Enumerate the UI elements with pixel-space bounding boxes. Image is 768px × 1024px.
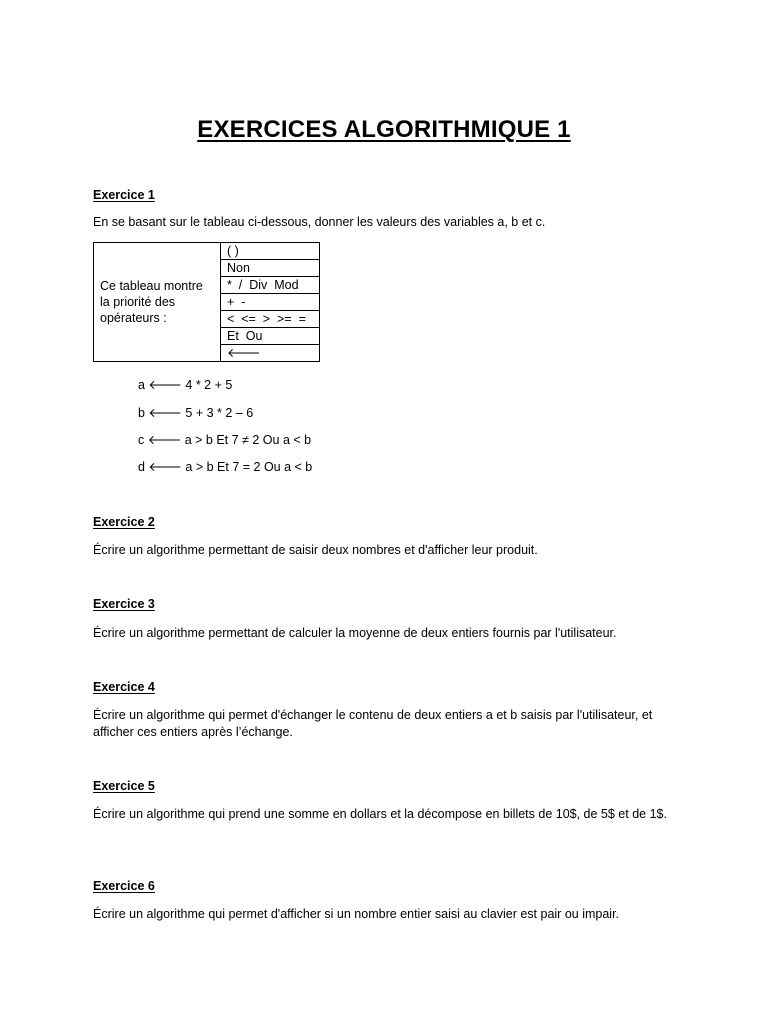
- operator-row: * / Div Mod: [221, 277, 320, 294]
- table-description: [94, 243, 221, 362]
- exercice-3-heading: Exercice 3: [93, 597, 155, 611]
- operator-row: Et Ou: [221, 328, 320, 345]
- expression-c: c 🡐 a > b Et 7 ≠ 2 Ou a < b: [138, 433, 312, 447]
- exercice-2-text: Écrire un algorithme permettant de saisir deux nombres et d'afficher leur produit.: [93, 543, 538, 557]
- expression-d: d 🡐 a > b Et 7 = 2 Ou a < b: [138, 460, 313, 474]
- table-description-line: Ce tableau montre: [100, 279, 203, 293]
- operator-priority-table: [93, 242, 320, 362]
- exercice-2-heading: Exercice 2: [93, 515, 155, 529]
- operator-row: Non: [221, 260, 320, 277]
- operator-row: 🡐: [221, 345, 320, 362]
- table-description-line: la priorité des: [100, 295, 176, 309]
- exercice-5-text: Écrire un algorithme qui prend une somme en dollars et la décompose en billets de 10$, de 5$ et de 1$.: [93, 807, 667, 821]
- exercice-4-text: Écrire un algorithme qui permet d'échanger le contenu de deux entiers a et b saisis par l'utilisateur, et afficher ces entiers après l’échange.: [93, 708, 653, 739]
- exercice-6-heading: Exercice 6: [93, 879, 155, 893]
- expression-b: b 🡐 5 + 3 * 2 – 6: [138, 406, 254, 420]
- operator-row: + -: [221, 294, 320, 311]
- table-description-line: opérateurs :: [100, 311, 167, 325]
- expression-a: a 🡐 4 * 2 + 5: [138, 378, 233, 392]
- operator-row: ( ): [221, 243, 320, 260]
- document-title: EXERCICES ALGORITHMIQUE 1: [197, 116, 571, 143]
- exercice-3-text: Écrire un algorithme permettant de calculer la moyenne de deux entiers fournis par l'utilisateur.: [93, 626, 617, 640]
- exercice-4-heading: Exercice 4: [93, 680, 155, 694]
- operator-row: < <= > >= =: [221, 311, 320, 328]
- exercice-5-heading: Exercice 5: [93, 779, 155, 793]
- exercice-1-heading: Exercice 1: [93, 188, 155, 202]
- exercice-6-text: Écrire un algorithme qui permet d'afficher si un nombre entier saisi au clavier est pair ou impair.: [93, 907, 620, 921]
- exercice-1-text: En se basant sur le tableau ci-dessous, donner les valeurs des variables a, b et c.: [93, 215, 546, 229]
